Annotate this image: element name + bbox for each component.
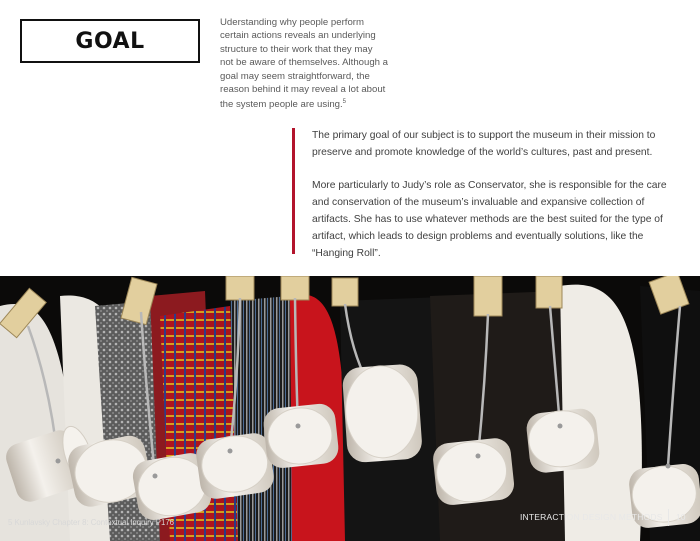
- goal-heading-box: [20, 19, 200, 63]
- intro-text: Uderstanding why people perform certain actions reveals an underlying structure to their work that they may not be aware of themselves. Although a goal may seem straightforward, the reason behind it may reveal a lot about the system people are using.: [220, 17, 388, 111]
- footer-divider: [668, 509, 669, 526]
- page-title: GOAL: [75, 28, 145, 54]
- hanging-rolls-illustration: [0, 276, 700, 541]
- intro-paragraph: [220, 16, 388, 112]
- body-paragraph-2: More particularly to Judy’s role as Conservator, she is responsible for the care and conservation of the museum’s invaluable and expansive collection of artifacts. She has to use whatever methods are the best suited for the type of artifact, which leads to design problems and eventually solutions, like the “Hanging Roll”.: [312, 180, 667, 259]
- page-number: 10: [676, 512, 686, 522]
- accent-rule: [292, 128, 295, 254]
- intro-footnote-mark: 5: [342, 99, 347, 106]
- body-paragraph-1: The primary goal of our subject is to support the museum in their mission to preserve and promote knowledge of the world’s cultures, past and present.: [312, 130, 656, 158]
- footnote: 5 Kunlavsky Chapter 8: Contextual Inquiry P176: [8, 518, 174, 527]
- hanging-rolls-photo: [0, 276, 700, 541]
- footer-section-title: INTERACTION DESIGN METHODS: [520, 512, 663, 522]
